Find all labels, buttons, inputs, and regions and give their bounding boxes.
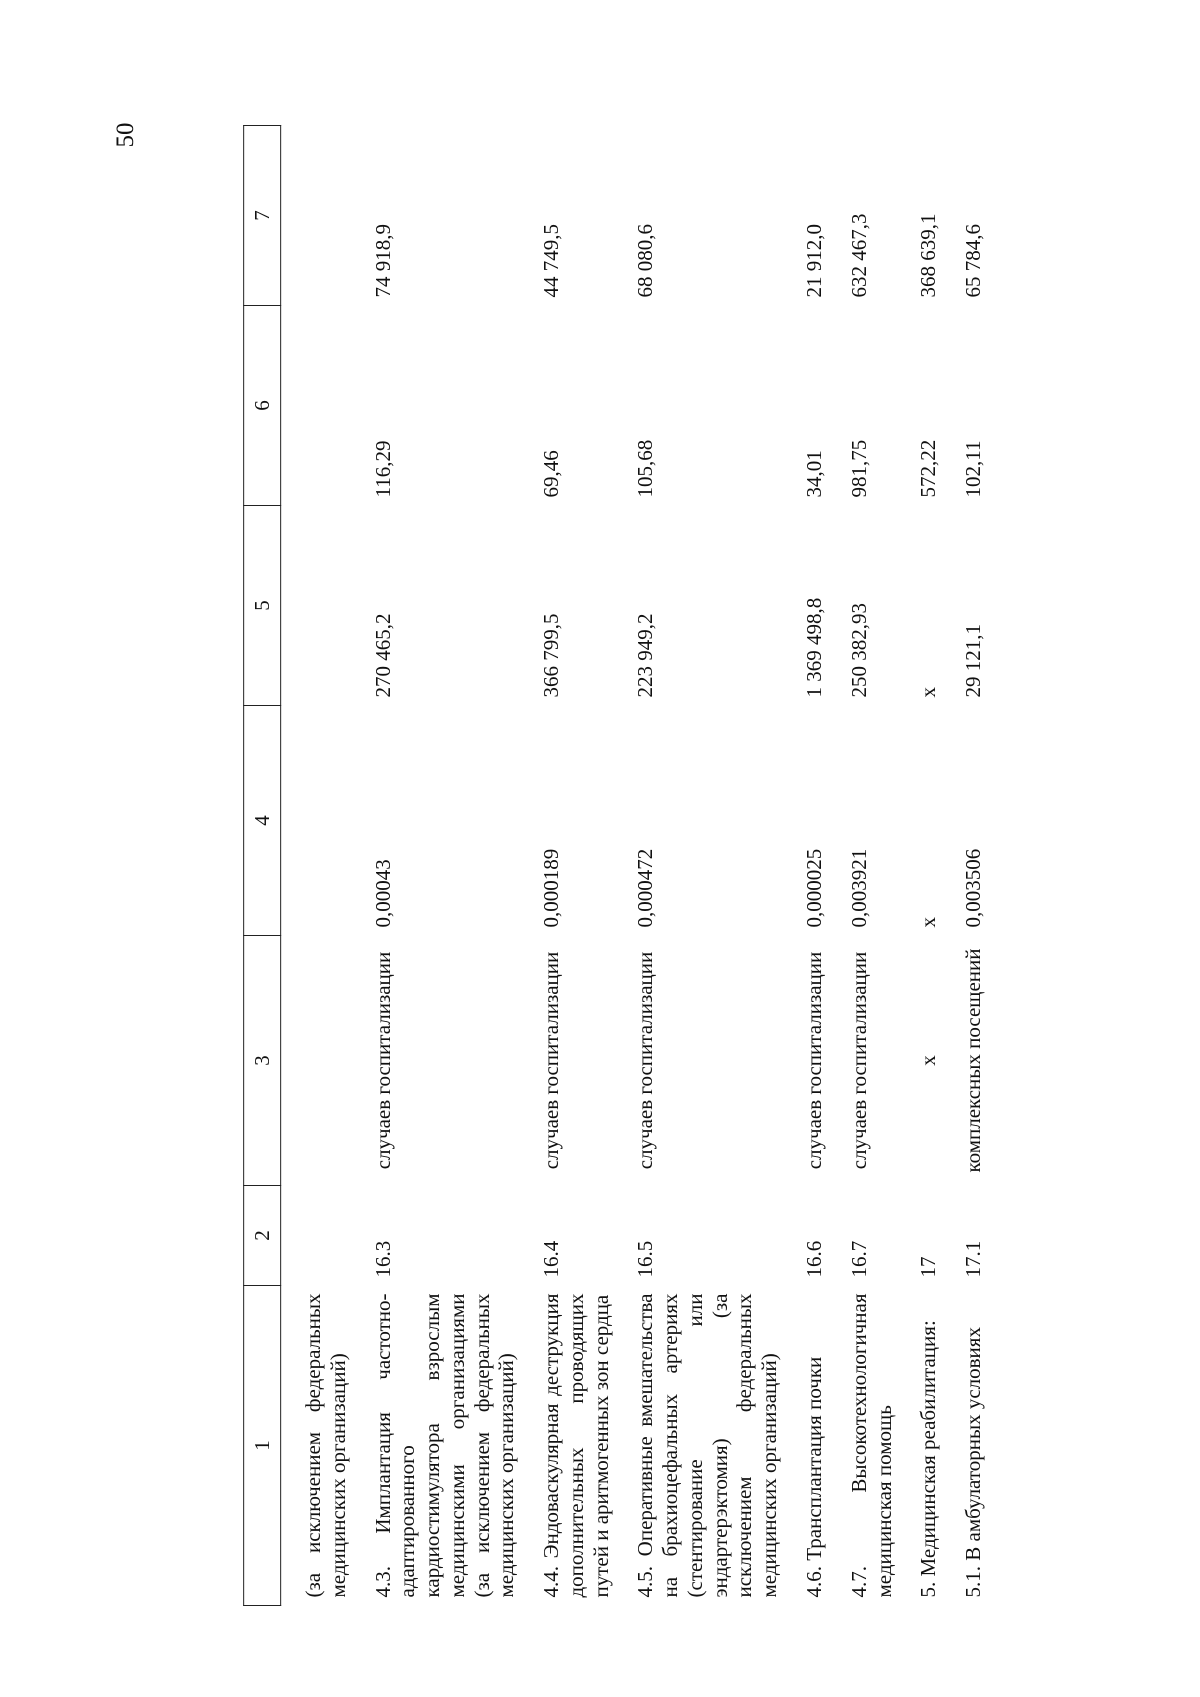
column-header-1: 1 bbox=[244, 1286, 281, 1606]
row-col7: 44 749,5 bbox=[539, 224, 564, 298]
row-col6: 116,29 bbox=[370, 440, 395, 498]
row-col4 bbox=[295, 706, 365, 936]
row-label: (за исключением федеральных медицинских организаций) bbox=[301, 1293, 350, 1598]
row-col5 bbox=[295, 506, 365, 706]
row-unit: случаев госпитализации bbox=[802, 951, 827, 1170]
spacer-cell bbox=[281, 126, 296, 1606]
row-unit: случаев госпитализации bbox=[846, 951, 871, 1170]
row-number bbox=[295, 1186, 365, 1286]
row-number: 16.7 bbox=[846, 1240, 871, 1278]
row-label: 4.6. Трансплантация почки bbox=[802, 1356, 827, 1598]
column-header-3: 3 bbox=[244, 936, 281, 1186]
row-col4: 0,000189 bbox=[539, 848, 564, 928]
row-label: 4.5. Оперативные вмешательства на брахиоцефальных артериях (стентирование или эндартерэктомия) (за исключением федеральных медицинских организаций) bbox=[633, 1293, 782, 1598]
table-row bbox=[533, 126, 627, 1606]
row-label: 4.4. Эндоваскулярная деструкция дополнительных проводящих путей и аритмогенных зон сердца bbox=[539, 1293, 613, 1598]
row-col4: 0,00043 bbox=[370, 859, 395, 928]
row-col5: 223 949,2 bbox=[633, 613, 658, 698]
row-number: 17.1 bbox=[961, 1240, 986, 1278]
row-col7: 68 080,6 bbox=[633, 224, 658, 298]
column-header-2: 2 bbox=[244, 1186, 281, 1286]
row-unit: комплексных посещений bbox=[961, 948, 986, 1173]
column-header-4: 4 bbox=[244, 706, 281, 936]
table-row bbox=[910, 126, 955, 1606]
row-col7: 74 918,9 bbox=[370, 224, 395, 298]
row-unit: случаев госпитализации bbox=[633, 951, 658, 1170]
table-row bbox=[841, 126, 911, 1606]
row-label: 5. Медицинская реабилитация: bbox=[916, 1320, 941, 1598]
column-header-6: 6 bbox=[244, 306, 281, 506]
spacer-row bbox=[281, 126, 296, 1606]
row-col4: 0,000025 bbox=[802, 848, 827, 928]
page-number: 50 bbox=[112, 122, 139, 148]
row-col5: 1 369 498,8 bbox=[802, 597, 827, 698]
row-number: 16.4 bbox=[539, 1240, 564, 1278]
row-number: 17 bbox=[916, 1256, 941, 1278]
row-col4: х bbox=[916, 917, 941, 928]
column-header-7: 7 bbox=[244, 126, 281, 306]
row-col6: 69,46 bbox=[539, 450, 564, 498]
tariff-table bbox=[243, 125, 1000, 1606]
row-col6 bbox=[295, 306, 365, 506]
row-label: 4.3. Имплантация частотно-адаптированного кардиостимулятора взрослым медицинскими организациями (за исключением федеральных медицинских организаций) bbox=[370, 1293, 519, 1598]
row-col5: х bbox=[916, 687, 941, 698]
table-row bbox=[955, 126, 1000, 1606]
row-col6: 981,75 bbox=[846, 439, 871, 498]
row-unit: случаев госпитализации bbox=[539, 951, 564, 1170]
row-col7: 632 467,3 bbox=[846, 213, 871, 298]
row-number: 16.6 bbox=[802, 1240, 827, 1278]
table-row bbox=[796, 126, 841, 1606]
row-col6: 572,22 bbox=[916, 439, 941, 498]
row-col4: 0,000472 bbox=[633, 848, 658, 928]
row-unit bbox=[295, 936, 365, 1186]
row-col5: 29 121,1 bbox=[961, 624, 986, 698]
rotated-table-container bbox=[240, 125, 1000, 1605]
column-number-row bbox=[244, 126, 281, 1606]
table-row bbox=[365, 126, 534, 1606]
row-col5: 270 465,2 bbox=[370, 613, 395, 698]
row-col6: 34,01 bbox=[802, 450, 827, 498]
row-col7: 65 784,6 bbox=[961, 224, 986, 298]
row-unit: х bbox=[916, 1055, 941, 1066]
row-unit: случаев госпитализации bbox=[370, 951, 395, 1170]
row-number: 16.5 bbox=[633, 1240, 658, 1278]
row-col7: 368 639,1 bbox=[916, 213, 941, 298]
row-col7: 21 912,0 bbox=[802, 224, 827, 298]
row-label: 5.1. В амбулаторных условиях bbox=[961, 1327, 986, 1598]
table-row bbox=[628, 126, 797, 1606]
row-col7 bbox=[295, 126, 365, 306]
row-col6: 105,68 bbox=[633, 439, 658, 498]
row-col4: 0,003921 bbox=[846, 848, 871, 928]
column-header-5: 5 bbox=[244, 506, 281, 706]
row-col5: 366 799,5 bbox=[539, 613, 564, 698]
row-number: 16.3 bbox=[370, 1240, 395, 1278]
row-col6: 102,11 bbox=[961, 440, 986, 498]
row-col4: 0,003506 bbox=[961, 848, 986, 928]
table-row bbox=[295, 126, 365, 1606]
row-col5: 250 382,93 bbox=[846, 603, 871, 698]
row-label: 4.7. Высокотехнологичная медицинская помощь bbox=[846, 1293, 896, 1598]
